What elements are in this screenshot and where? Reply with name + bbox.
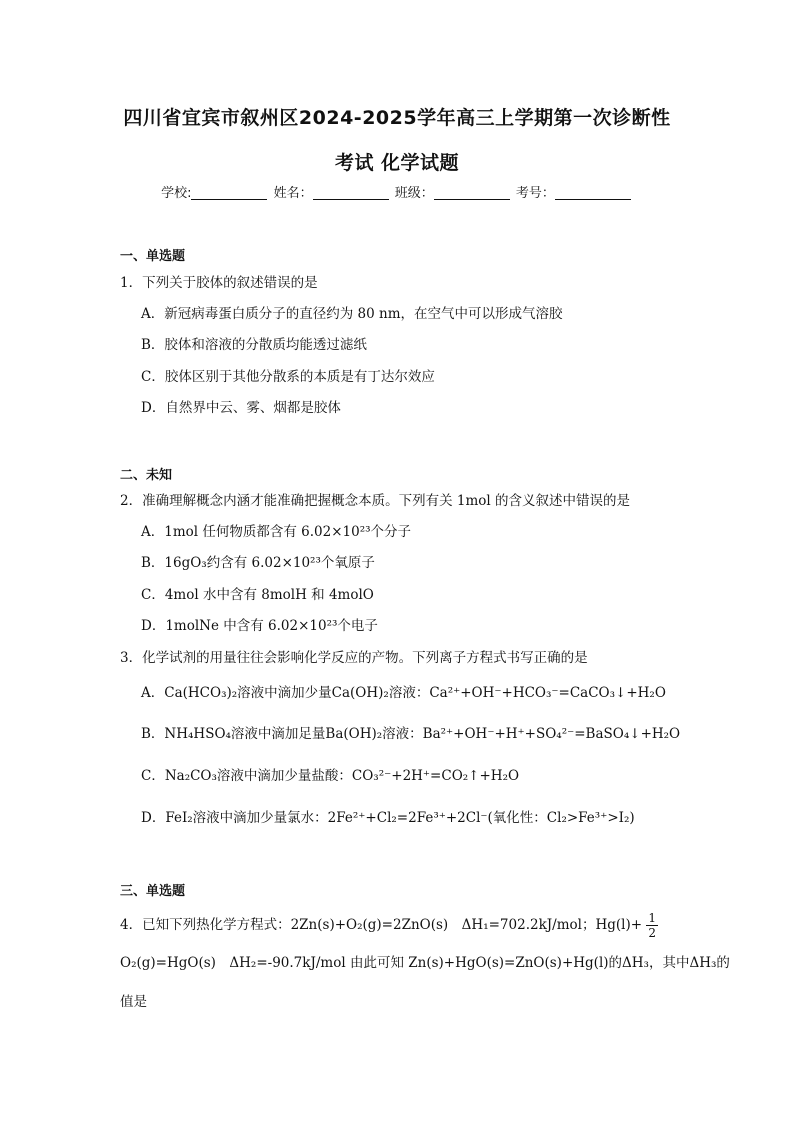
question-stem-line3: 值是 <box>120 994 147 1010</box>
class-blank <box>434 185 510 200</box>
exam-title-line2: 考试 化学试题 <box>334 152 460 174</box>
exam-no-label: 考号： <box>515 186 555 201</box>
option-b: B．16gO₃约含有 6.02×10²³个氧原子 <box>141 555 375 571</box>
student-info-row <box>0 182 794 201</box>
section-heading: 二、未知 <box>120 468 173 483</box>
name-label: 姓名： <box>273 186 313 201</box>
name-blank <box>313 185 389 200</box>
option-c: C．Na₂CO₃溶液中滴加少量盐酸：CO₃²⁻+2H⁺=CO₂↑+H₂O <box>141 768 520 784</box>
option-d: D．1molNe 中含有 6.02×10²³个电子 <box>141 618 378 634</box>
school-blank <box>191 185 267 200</box>
option-c: C．4mol 水中含有 8molH 和 4molO <box>141 587 374 603</box>
option-b: B．胶体和溶液的分散质均能透过滤纸 <box>141 337 367 353</box>
option-b: B．NH₄HSO₄溶液中滴加足量Ba(OH)₂溶液：Ba²⁺+OH⁻+H⁺+SO₄²⁻=BaSO₄↓+H₂O <box>141 726 681 742</box>
stem-text: 4．已知下列热化学方程式：2Zn(s)+O₂(g)=2ZnO(s) ΔH₁=702.2kJ/mol；Hg(l)+ <box>120 917 643 933</box>
option-a: A．新冠病毒蛋白质分子的直径约为 80 nm，在空气中可以形成气溶胶 <box>141 306 563 322</box>
fraction <box>646 911 658 940</box>
question-stem-line2: O₂(g)=HgO(s) ΔH₂=-90.7kJ/mol 由此可知 Zn(s)+HgO(s)=ZnO(s)+Hg(l)的ΔH₃，其中ΔH₃的 <box>120 955 730 971</box>
option-c: C．胶体区别于其他分散系的本质是有丁达尔效应 <box>141 369 435 385</box>
question-stem: 3．化学试剂的用量往往会影响化学反应的产物。下列离子方程式书写正确的是 <box>120 650 588 666</box>
option-d: D．FeI₂溶液中滴加少量氯水：2Fe²⁺+Cl₂=2Fe³⁺+2Cl⁻(氧化性：Cl₂>Fe³⁺>I₂) <box>141 810 635 826</box>
question-stem: 1．下列关于胶体的叙述错误的是 <box>120 275 318 291</box>
class-label: 班级： <box>394 186 434 201</box>
section-heading: 一、单选题 <box>120 249 186 264</box>
option-a: A．1mol 任何物质都含有 6.02×10²³个分子 <box>141 524 412 540</box>
section-heading: 三、单选题 <box>120 884 186 899</box>
fraction-numerator: 1 <box>648 911 656 925</box>
exam-no-blank <box>555 185 631 200</box>
school-label: 学校: <box>161 186 192 201</box>
option-d: D．自然界中云、雾、烟都是胶体 <box>141 400 341 416</box>
exam-title-line1: 四川省宜宾市叙州区2024-2025学年高三上学期第一次诊断性 <box>123 107 671 129</box>
fraction-denominator: 2 <box>648 926 656 940</box>
question-stem-line1 <box>120 911 658 940</box>
question-stem: 2．准确理解概念内涵才能准确把握概念本质。下列有关 1mol 的含义叙述中错误的是 <box>120 493 631 509</box>
option-a: A．Ca(HCO₃)₂溶液中滴加少量Ca(OH)₂溶液：Ca²⁺+OH⁻+HCO₃⁻=CaCO₃↓+H₂O <box>141 685 666 701</box>
